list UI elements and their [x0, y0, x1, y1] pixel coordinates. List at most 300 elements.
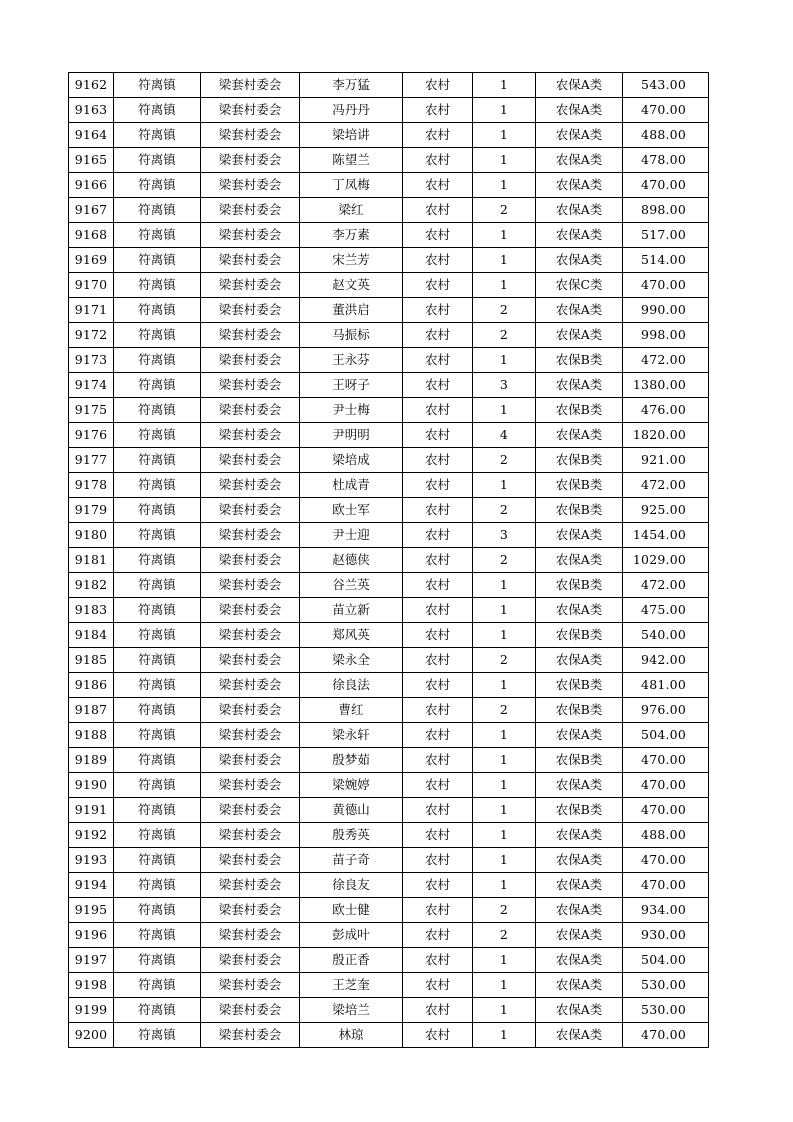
amount-cell: 476.00 [623, 398, 709, 423]
town-cell: 符离镇 [114, 898, 201, 923]
table-row [69, 348, 709, 373]
household-type-cell: 农村 [403, 648, 473, 673]
table-row [69, 623, 709, 648]
household-size-cell: 1 [473, 98, 536, 123]
serial-number-cell: 9195 [69, 898, 114, 923]
insurance-category-cell: 农保B类 [536, 748, 623, 773]
household-size-cell: 1 [473, 223, 536, 248]
household-type-cell: 农村 [403, 223, 473, 248]
table-body [69, 73, 709, 1048]
table-row [69, 498, 709, 523]
household-type-cell: 农村 [403, 923, 473, 948]
household-type-cell: 农村 [403, 998, 473, 1023]
household-size-cell: 2 [473, 323, 536, 348]
table-row [69, 748, 709, 773]
insurance-category-cell: 农保A类 [536, 523, 623, 548]
serial-number-cell: 9190 [69, 773, 114, 798]
town-cell: 符离镇 [114, 548, 201, 573]
serial-number-cell: 9198 [69, 973, 114, 998]
town-cell: 符离镇 [114, 823, 201, 848]
town-cell: 符离镇 [114, 573, 201, 598]
table-row [69, 573, 709, 598]
amount-cell: 543.00 [623, 73, 709, 98]
insurance-category-cell: 农保B类 [536, 698, 623, 723]
name-cell: 杜成青 [300, 473, 403, 498]
town-cell: 符离镇 [114, 348, 201, 373]
amount-cell: 942.00 [623, 648, 709, 673]
name-cell: 殷正香 [300, 948, 403, 973]
household-type-cell: 农村 [403, 573, 473, 598]
town-cell: 符离镇 [114, 248, 201, 273]
town-cell: 符离镇 [114, 948, 201, 973]
name-cell: 苗子奇 [300, 848, 403, 873]
amount-cell: 1454.00 [623, 523, 709, 548]
village-committee-cell: 梁套村委会 [201, 148, 300, 173]
amount-cell: 470.00 [623, 798, 709, 823]
village-committee-cell: 梁套村委会 [201, 273, 300, 298]
name-cell: 谷兰英 [300, 573, 403, 598]
town-cell: 符离镇 [114, 923, 201, 948]
insurance-category-cell: 农保A类 [536, 873, 623, 898]
town-cell: 符离镇 [114, 848, 201, 873]
serial-number-cell: 9183 [69, 598, 114, 623]
name-cell: 郑风英 [300, 623, 403, 648]
insurance-category-cell: 农保A类 [536, 773, 623, 798]
amount-cell: 1380.00 [623, 373, 709, 398]
household-size-cell: 1 [473, 998, 536, 1023]
household-type-cell: 农村 [403, 973, 473, 998]
town-cell: 符离镇 [114, 298, 201, 323]
village-committee-cell: 梁套村委会 [201, 823, 300, 848]
serial-number-cell: 9170 [69, 273, 114, 298]
insurance-category-cell: 农保A类 [536, 123, 623, 148]
town-cell: 符离镇 [114, 648, 201, 673]
village-committee-cell: 梁套村委会 [201, 98, 300, 123]
household-size-cell: 1 [473, 273, 536, 298]
village-committee-cell: 梁套村委会 [201, 698, 300, 723]
name-cell: 欧士军 [300, 498, 403, 523]
insurance-category-cell: 农保A类 [536, 173, 623, 198]
household-size-cell: 1 [473, 673, 536, 698]
table-row [69, 273, 709, 298]
amount-cell: 1820.00 [623, 423, 709, 448]
household-type-cell: 农村 [403, 698, 473, 723]
insurance-category-cell: 农保A类 [536, 948, 623, 973]
insurance-category-cell: 农保B类 [536, 673, 623, 698]
amount-cell: 488.00 [623, 823, 709, 848]
serial-number-cell: 9191 [69, 798, 114, 823]
village-committee-cell: 梁套村委会 [201, 298, 300, 323]
household-size-cell: 1 [473, 598, 536, 623]
household-type-cell: 农村 [403, 598, 473, 623]
town-cell: 符离镇 [114, 998, 201, 1023]
household-type-cell: 农村 [403, 173, 473, 198]
household-type-cell: 农村 [403, 273, 473, 298]
table-row [69, 198, 709, 223]
table-row [69, 173, 709, 198]
name-cell: 梁永轩 [300, 723, 403, 748]
household-size-cell: 1 [473, 823, 536, 848]
household-type-cell: 农村 [403, 848, 473, 873]
household-type-cell: 农村 [403, 898, 473, 923]
insurance-category-cell: 农保B类 [536, 473, 623, 498]
amount-cell: 990.00 [623, 298, 709, 323]
household-type-cell: 农村 [403, 73, 473, 98]
household-size-cell: 3 [473, 373, 536, 398]
household-type-cell: 农村 [403, 298, 473, 323]
amount-cell: 470.00 [623, 848, 709, 873]
amount-cell: 478.00 [623, 148, 709, 173]
town-cell: 符离镇 [114, 773, 201, 798]
town-cell: 符离镇 [114, 523, 201, 548]
name-cell: 林琼 [300, 1023, 403, 1048]
household-type-cell: 农村 [403, 948, 473, 973]
town-cell: 符离镇 [114, 198, 201, 223]
amount-cell: 470.00 [623, 773, 709, 798]
amount-cell: 930.00 [623, 923, 709, 948]
name-cell: 尹士梅 [300, 398, 403, 423]
household-type-cell: 农村 [403, 748, 473, 773]
village-committee-cell: 梁套村委会 [201, 623, 300, 648]
town-cell: 符离镇 [114, 673, 201, 698]
village-committee-cell: 梁套村委会 [201, 573, 300, 598]
household-type-cell: 农村 [403, 473, 473, 498]
insurance-category-cell: 农保A类 [536, 648, 623, 673]
table-row [69, 398, 709, 423]
household-type-cell: 农村 [403, 498, 473, 523]
household-size-cell: 2 [473, 298, 536, 323]
village-committee-cell: 梁套村委会 [201, 973, 300, 998]
village-committee-cell: 梁套村委会 [201, 773, 300, 798]
insurance-category-cell: 农保A类 [536, 923, 623, 948]
table-row [69, 123, 709, 148]
amount-cell: 472.00 [623, 473, 709, 498]
village-committee-cell: 梁套村委会 [201, 548, 300, 573]
name-cell: 王永芬 [300, 348, 403, 373]
amount-cell: 470.00 [623, 98, 709, 123]
serial-number-cell: 9174 [69, 373, 114, 398]
serial-number-cell: 9176 [69, 423, 114, 448]
town-cell: 符离镇 [114, 1023, 201, 1048]
amount-cell: 481.00 [623, 673, 709, 698]
serial-number-cell: 9199 [69, 998, 114, 1023]
insurance-category-cell: 农保A类 [536, 598, 623, 623]
insurance-category-cell: 农保A类 [536, 298, 623, 323]
table-row [69, 298, 709, 323]
insurance-category-cell: 农保B类 [536, 573, 623, 598]
table-row [69, 798, 709, 823]
amount-cell: 488.00 [623, 123, 709, 148]
village-committee-cell: 梁套村委会 [201, 1023, 300, 1048]
household-type-cell: 农村 [403, 873, 473, 898]
household-type-cell: 农村 [403, 323, 473, 348]
serial-number-cell: 9194 [69, 873, 114, 898]
table-row [69, 773, 709, 798]
household-size-cell: 2 [473, 548, 536, 573]
village-committee-cell: 梁套村委会 [201, 173, 300, 198]
village-committee-cell: 梁套村委会 [201, 898, 300, 923]
amount-cell: 470.00 [623, 748, 709, 773]
village-committee-cell: 梁套村委会 [201, 748, 300, 773]
household-size-cell: 1 [473, 1023, 536, 1048]
amount-cell: 470.00 [623, 173, 709, 198]
insurance-category-cell: 农保A类 [536, 848, 623, 873]
amount-cell: 475.00 [623, 598, 709, 623]
insurance-category-cell: 农保B类 [536, 348, 623, 373]
serial-number-cell: 9197 [69, 948, 114, 973]
village-committee-cell: 梁套村委会 [201, 523, 300, 548]
household-type-cell: 农村 [403, 1023, 473, 1048]
serial-number-cell: 9179 [69, 498, 114, 523]
village-committee-cell: 梁套村委会 [201, 423, 300, 448]
household-type-cell: 农村 [403, 548, 473, 573]
town-cell: 符离镇 [114, 498, 201, 523]
insurance-category-cell: 农保A类 [536, 198, 623, 223]
household-size-cell: 1 [473, 748, 536, 773]
serial-number-cell: 9196 [69, 923, 114, 948]
insurance-category-cell: 农保A类 [536, 823, 623, 848]
serial-number-cell: 9192 [69, 823, 114, 848]
town-cell: 符离镇 [114, 173, 201, 198]
serial-number-cell: 9173 [69, 348, 114, 373]
serial-number-cell: 9200 [69, 1023, 114, 1048]
amount-cell: 504.00 [623, 723, 709, 748]
insurance-category-cell: 农保C类 [536, 273, 623, 298]
name-cell: 梁红 [300, 198, 403, 223]
amount-cell: 934.00 [623, 898, 709, 923]
town-cell: 符离镇 [114, 148, 201, 173]
amount-cell: 925.00 [623, 498, 709, 523]
amount-cell: 976.00 [623, 698, 709, 723]
household-type-cell: 农村 [403, 798, 473, 823]
insurance-category-cell: 农保A类 [536, 223, 623, 248]
household-size-cell: 1 [473, 973, 536, 998]
household-size-cell: 1 [473, 623, 536, 648]
serial-number-cell: 9188 [69, 723, 114, 748]
name-cell: 梁婉婷 [300, 773, 403, 798]
amount-cell: 530.00 [623, 973, 709, 998]
amount-cell: 514.00 [623, 248, 709, 273]
name-cell: 宋兰芳 [300, 248, 403, 273]
table-row [69, 248, 709, 273]
household-type-cell: 农村 [403, 248, 473, 273]
serial-number-cell: 9184 [69, 623, 114, 648]
town-cell: 符离镇 [114, 473, 201, 498]
name-cell: 彭成叶 [300, 923, 403, 948]
name-cell: 殷梦茹 [300, 748, 403, 773]
village-committee-cell: 梁套村委会 [201, 73, 300, 98]
village-committee-cell: 梁套村委会 [201, 998, 300, 1023]
table-row [69, 648, 709, 673]
insurance-category-cell: 农保A类 [536, 898, 623, 923]
household-type-cell: 农村 [403, 773, 473, 798]
name-cell: 殷秀英 [300, 823, 403, 848]
household-size-cell: 1 [473, 248, 536, 273]
amount-cell: 472.00 [623, 573, 709, 598]
table-row [69, 98, 709, 123]
household-size-cell: 1 [473, 173, 536, 198]
table-row [69, 948, 709, 973]
table-row [69, 223, 709, 248]
town-cell: 符离镇 [114, 723, 201, 748]
household-type-cell: 农村 [403, 723, 473, 748]
household-size-cell: 2 [473, 898, 536, 923]
name-cell: 尹士迎 [300, 523, 403, 548]
table-row [69, 323, 709, 348]
town-cell: 符离镇 [114, 448, 201, 473]
household-type-cell: 农村 [403, 98, 473, 123]
town-cell: 符离镇 [114, 398, 201, 423]
name-cell: 李万素 [300, 223, 403, 248]
table-row [69, 548, 709, 573]
household-size-cell: 3 [473, 523, 536, 548]
household-type-cell: 农村 [403, 373, 473, 398]
insurance-category-cell: 农保A类 [536, 373, 623, 398]
town-cell: 符离镇 [114, 323, 201, 348]
town-cell: 符离镇 [114, 623, 201, 648]
household-type-cell: 农村 [403, 448, 473, 473]
name-cell: 徐良法 [300, 673, 403, 698]
amount-cell: 470.00 [623, 1023, 709, 1048]
table-row [69, 873, 709, 898]
village-committee-cell: 梁套村委会 [201, 498, 300, 523]
serial-number-cell: 9169 [69, 248, 114, 273]
village-committee-cell: 梁套村委会 [201, 248, 300, 273]
table-row [69, 473, 709, 498]
serial-number-cell: 9171 [69, 298, 114, 323]
village-committee-cell: 梁套村委会 [201, 923, 300, 948]
household-type-cell: 农村 [403, 823, 473, 848]
insurance-category-cell: 农保A类 [536, 998, 623, 1023]
serial-number-cell: 9168 [69, 223, 114, 248]
name-cell: 赵德侠 [300, 548, 403, 573]
table-row [69, 73, 709, 98]
table-row [69, 998, 709, 1023]
village-committee-cell: 梁套村委会 [201, 598, 300, 623]
serial-number-cell: 9186 [69, 673, 114, 698]
household-size-cell: 1 [473, 848, 536, 873]
town-cell: 符离镇 [114, 98, 201, 123]
serial-number-cell: 9187 [69, 698, 114, 723]
name-cell: 梁培讲 [300, 123, 403, 148]
household-type-cell: 农村 [403, 198, 473, 223]
town-cell: 符离镇 [114, 973, 201, 998]
insurance-category-cell: 农保A类 [536, 248, 623, 273]
records-table [68, 72, 709, 1048]
name-cell: 冯丹丹 [300, 98, 403, 123]
village-committee-cell: 梁套村委会 [201, 398, 300, 423]
village-committee-cell: 梁套村委会 [201, 348, 300, 373]
village-committee-cell: 梁套村委会 [201, 873, 300, 898]
table-row [69, 923, 709, 948]
household-size-cell: 1 [473, 773, 536, 798]
serial-number-cell: 9166 [69, 173, 114, 198]
name-cell: 王芝奎 [300, 973, 403, 998]
name-cell: 苗立新 [300, 598, 403, 623]
insurance-category-cell: 农保A类 [536, 148, 623, 173]
household-size-cell: 2 [473, 448, 536, 473]
insurance-category-cell: 农保A类 [536, 973, 623, 998]
serial-number-cell: 9163 [69, 98, 114, 123]
insurance-category-cell: 农保A类 [536, 1023, 623, 1048]
insurance-category-cell: 农保B类 [536, 623, 623, 648]
insurance-category-cell: 农保A类 [536, 423, 623, 448]
table-row [69, 523, 709, 548]
household-size-cell: 1 [473, 948, 536, 973]
household-size-cell: 4 [473, 423, 536, 448]
insurance-category-cell: 农保A类 [536, 723, 623, 748]
table-row [69, 373, 709, 398]
amount-cell: 517.00 [623, 223, 709, 248]
amount-cell: 898.00 [623, 198, 709, 223]
household-size-cell: 2 [473, 198, 536, 223]
insurance-category-cell: 农保A类 [536, 548, 623, 573]
amount-cell: 998.00 [623, 323, 709, 348]
household-size-cell: 1 [473, 573, 536, 598]
town-cell: 符离镇 [114, 598, 201, 623]
serial-number-cell: 9180 [69, 523, 114, 548]
name-cell: 董洪启 [300, 298, 403, 323]
town-cell: 符离镇 [114, 423, 201, 448]
insurance-category-cell: 农保B类 [536, 398, 623, 423]
town-cell: 符离镇 [114, 273, 201, 298]
amount-cell: 470.00 [623, 273, 709, 298]
village-committee-cell: 梁套村委会 [201, 123, 300, 148]
name-cell: 陈望兰 [300, 148, 403, 173]
insurance-category-cell: 农保A类 [536, 323, 623, 348]
name-cell: 徐良友 [300, 873, 403, 898]
amount-cell: 540.00 [623, 623, 709, 648]
serial-number-cell: 9164 [69, 123, 114, 148]
serial-number-cell: 9189 [69, 748, 114, 773]
village-committee-cell: 梁套村委会 [201, 198, 300, 223]
amount-cell: 504.00 [623, 948, 709, 973]
table-row [69, 698, 709, 723]
household-size-cell: 1 [473, 798, 536, 823]
serial-number-cell: 9165 [69, 148, 114, 173]
serial-number-cell: 9172 [69, 323, 114, 348]
town-cell: 符离镇 [114, 123, 201, 148]
serial-number-cell: 9177 [69, 448, 114, 473]
town-cell: 符离镇 [114, 73, 201, 98]
table-row [69, 673, 709, 698]
table-row [69, 723, 709, 748]
insurance-category-cell: 农保B类 [536, 448, 623, 473]
serial-number-cell: 9185 [69, 648, 114, 673]
name-cell: 欧士健 [300, 898, 403, 923]
name-cell: 丁凤梅 [300, 173, 403, 198]
amount-cell: 530.00 [623, 998, 709, 1023]
household-type-cell: 农村 [403, 423, 473, 448]
name-cell: 赵文英 [300, 273, 403, 298]
table-row [69, 1023, 709, 1048]
town-cell: 符离镇 [114, 748, 201, 773]
village-committee-cell: 梁套村委会 [201, 723, 300, 748]
serial-number-cell: 9167 [69, 198, 114, 223]
name-cell: 曹红 [300, 698, 403, 723]
serial-number-cell: 9181 [69, 548, 114, 573]
village-committee-cell: 梁套村委会 [201, 323, 300, 348]
table-row [69, 423, 709, 448]
name-cell: 梁永全 [300, 648, 403, 673]
name-cell: 李万猛 [300, 73, 403, 98]
household-size-cell: 2 [473, 698, 536, 723]
village-committee-cell: 梁套村委会 [201, 648, 300, 673]
household-size-cell: 2 [473, 923, 536, 948]
serial-number-cell: 9162 [69, 73, 114, 98]
amount-cell: 470.00 [623, 873, 709, 898]
name-cell: 黄德山 [300, 798, 403, 823]
